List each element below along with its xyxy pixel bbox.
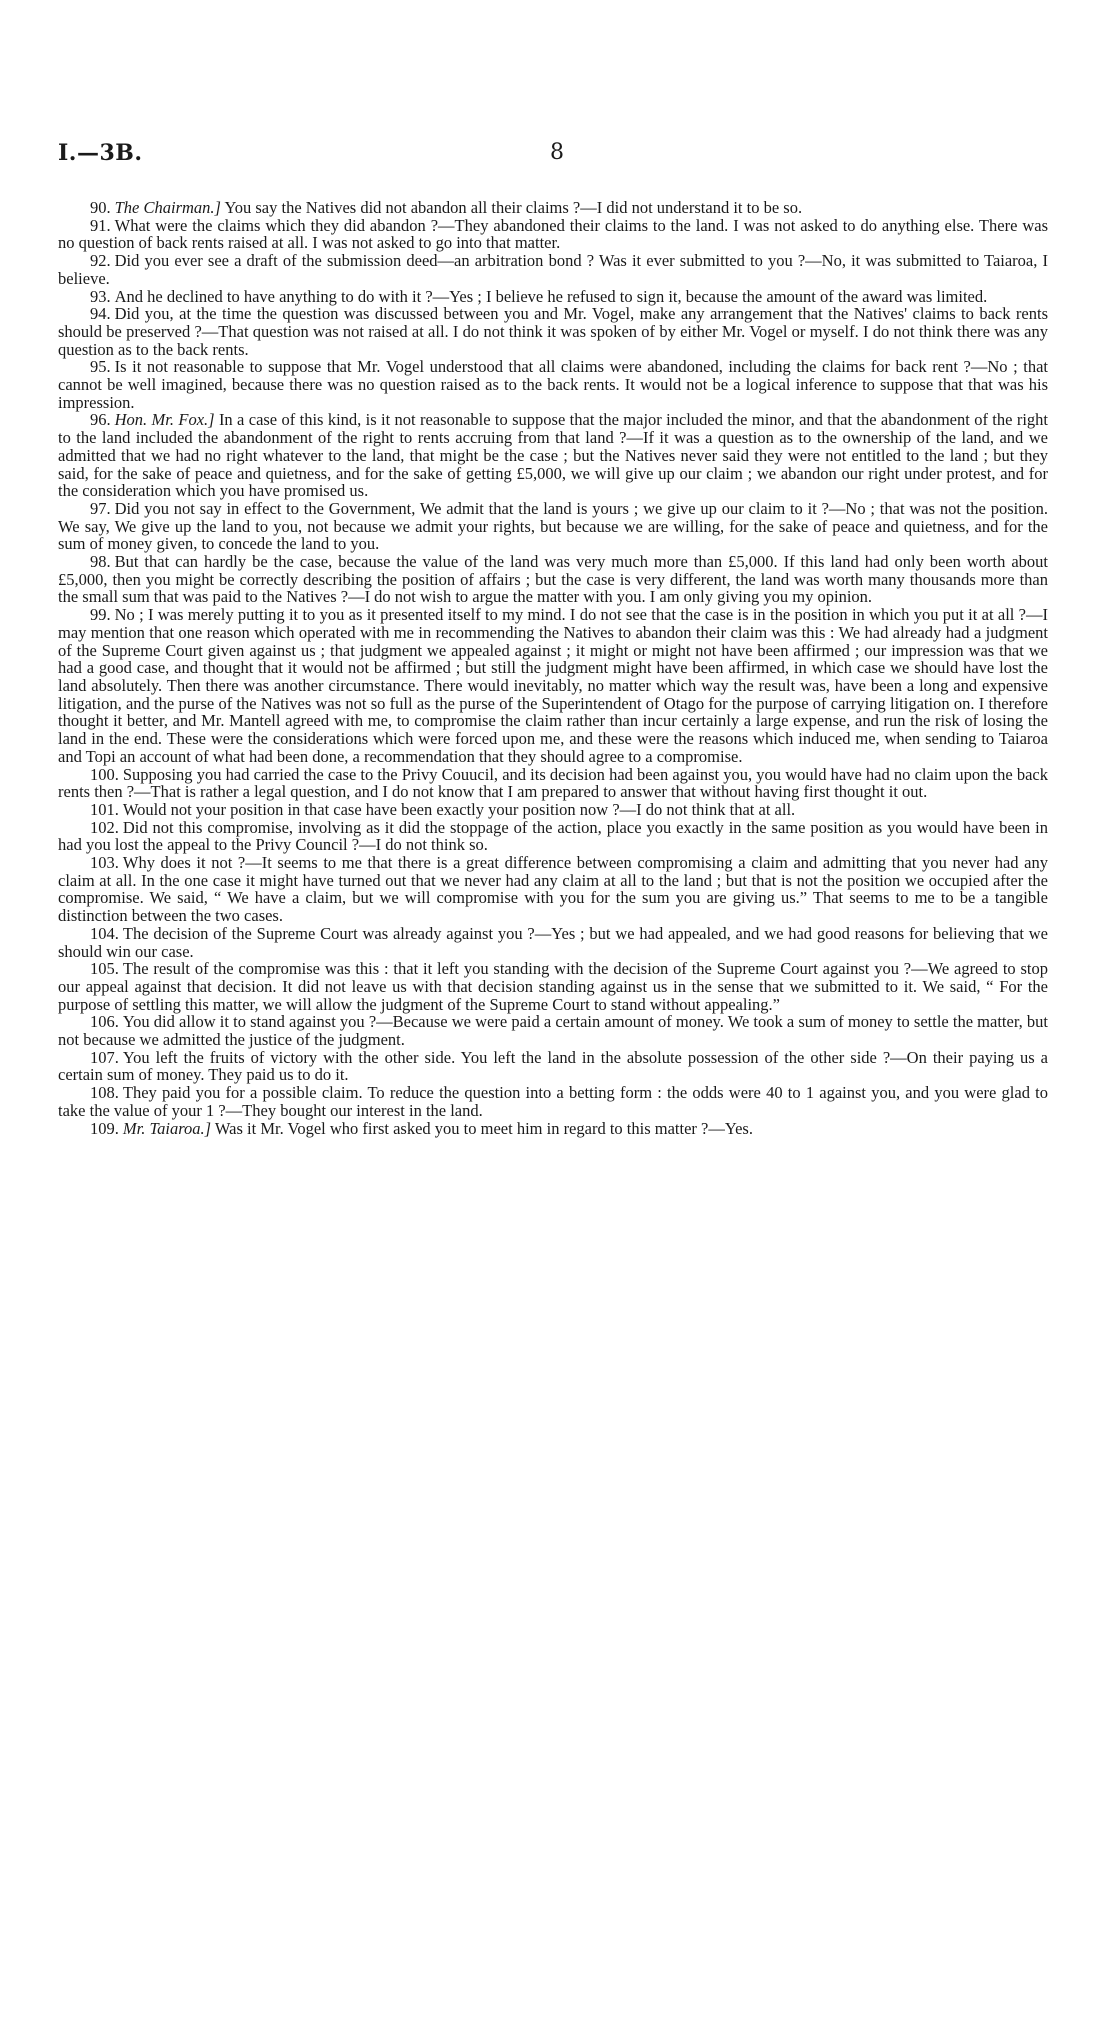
question-number: 95. [90,357,111,377]
question-answer-text: They paid you for a possible claim. To reduce the question into a betting form : the odds were 40 to 1 against you, and you were glad to take the value of your 1 ?—They bought our interest in the land. [58,1083,1048,1120]
question-number: 105. [90,959,119,979]
speaker-label: The Chairman.] [114,198,221,217]
paragraph-94 [58,305,1048,358]
question-number: 108. [90,1083,119,1103]
question-number: 104. [90,923,119,943]
question-answer-text: The decision of the Supreme Court was already against you ?—Yes ; but we had appealed, and we had good reasons for believing that we should win our case. [58,923,1048,961]
paragraph-101 [58,801,1048,819]
question-answer-text: Supposing you had carried the case to the Privy Couucil, and its decision had been against you, you would have had no claim upon the back rents then ?—That is rather a legal question, and I do not know that I am prepared to answer that without having first thought it out. [58,764,1048,802]
question-answer-text: The result of the compromise was this : that it left you standing with the decision of the Supreme Court against you ?—We agreed to stop our appeal against that decision. It did not leave us with that decision standing against us in the sense that we submitted to it. We said, “ For the purpose of settling this matter, we will allow the judgment of the Supreme Court to stand without appealing.” [58,959,1048,1014]
paragraph-97 [58,500,1048,553]
document-body [58,199,1048,1137]
paragraph-93 [58,288,1048,306]
question-number: 90. [90,198,111,217]
question-answer-text: No ; I was merely putting it to you as it presented itself to my mind. I do not see that the case is in the position in which you put it at all ?—I may mention that one reason which operated with me in recommending the Natives to abandon their claim was this : We had already had a judgment of the Supreme Court given against us ; that judgment we appealed against ; it might or might not have been affirmed ; our impression was that we had a good case, and thought that it would not be affirmed ; but still the judgment might have been affirmed, in which case we should have lost the land absolutely. Then there was another circumstance. There would inevitably, no matter which way the result was, have been a long and expensive litigation, and the purse of the Natives was not so full as the purse of the Superintendent of Otago for the purpose of carrying litigation on. I therefore thought it better, and Mr. Mantell agreed with me, to compromise the claim rather than incur certainly a large expense, and run the risk of losing the land in the end. These were the considerations which were forced upon me, and these were the reasons which induced me, when sending to Taiaroa and Topi an account of what had been done, a recommendation that they should agree to a compromise. [58,605,1048,766]
question-answer-text: Did you ever see a draft of the submission deed—an arbitration bond ? Was it ever submitted to you ?—No, it was submitted to Taiaroa, I believe. [58,251,1048,288]
paragraph-104 [58,925,1048,960]
paragraph-96 [58,411,1048,500]
question-answer-text: In a case of this kind, is it not reasonable to suppose that the major included the minor, and that the abandonment of the right to the land included the abandonment of the right to rents accruing from that land ?—If it was a question as to the ownership of the land, and we admitted that we had no right whatever to the land, that might be the case ; but the Natives never said they were not entitled to the land ; but they said, for the sake of peace and quietness, and for the sake of getting £5,000, we will give up our claim ; we abandon our right under protest, and for the consideration which you have promised us. [58,410,1048,501]
question-answer-text: Was it Mr. Vogel who first asked you to meet him in regard to this matter ?—Yes. [214,1118,753,1138]
question-answer-text: What were the claims which they did abandon ?—They abandoned their claims to the land. I was not asked to do anything else. There was no question of back rents raised at all. I was not asked to go into that matter. [58,215,1048,253]
page-number: 8 [550,140,564,165]
question-number: 103. [90,853,119,873]
speaker-label: Mr. Taiaroa.] [122,1118,212,1138]
question-answer-text: Did you not say in effect to the Government, We admit that the land is yours ; we give up our claim to it ?—No ; that was not the position. We say, We give up the land to you, not because we admit your rights, but because we are willing, for the sake of peace and quietness, and for the sum of money given, to concede the land to you. [58,498,1048,554]
question-answer-text: Did you, at the time the question was discussed between you and Mr. Vogel, make any arrangement that the Natives' claims to back rents should be preserved ?—That question was not raised at all. I do not think it was spoken of by either Mr. Vogel or myself. I do not think there was any question as to the back rents. [58,304,1048,359]
document-reference: I.—3B. [58,140,143,166]
paragraph-107 [58,1049,1048,1084]
question-answer-text: Did not this compromise, involving as it did the stoppage of the action, place you exactly in the same position as you would have been in had you lost the appeal to the Privy Council ?—I do not think so. [58,817,1048,855]
paragraph-98 [58,553,1048,606]
question-answer-text: Why does it not ?—It seems to me that there is a great difference between compromising a claim and admitting that you never had any claim at all. In the one case it might have turned out that we never had any claim at all to the land ; but that is not the position we occupied after the compromise. We said, “ We have a claim, but we will compromise with you for the sum you are giving us.” That seems to me to be a tangible distinction between the two cases. [58,853,1048,926]
paragraph-105 [58,960,1048,1013]
paragraph-90 [58,199,1048,217]
question-number: 106. [90,1012,119,1032]
question-answer-text: And he declined to have anything to do with it ?—Yes ; I believe he refused to sign it, because the amount of the award was limited. [114,286,988,306]
question-number: 109. [90,1118,119,1138]
paragraph-102 [58,819,1048,854]
question-answer-text: Is it not reasonable to suppose that Mr. Vogel understood that all claims were abandoned, including the claims for back rent ?—No ; that cannot be well imagined, because there was no question raised as to the back rents. It would not be a logical inference to suppose that that was his impression. [58,357,1048,412]
question-answer-text: Would not your position in that case have been exactly your position now ?—I do not think that at all. [122,799,796,819]
question-number: 102. [90,817,119,837]
question-number: 107. [90,1047,119,1067]
paragraph-109 [58,1120,1048,1138]
question-answer-text: You left the fruits of victory with the other side. You left the land in the absolute possession of the other side ?—On their paying us a certain sum of money. They paid us to do it. [58,1047,1048,1085]
page-header [58,140,1056,176]
question-number: 94. [90,304,111,324]
paragraph-108 [58,1084,1048,1119]
question-answer-text: You say the Natives did not abandon all their claims ?—I did not understand it to be so. [224,198,803,217]
question-number: 92. [90,251,111,271]
question-number: 98. [90,552,111,572]
question-number: 97. [90,498,111,518]
question-number: 96. [90,410,111,430]
question-answer-text: But that can hardly be the case, because the value of the land was very much more than £5,000. If this land had only been worth about £5,000, then you might be correctly describing the position of affairs ; but the case is very different, the land was worth many thousands more than the small sum that was paid to the Natives ?—I do not wish to argue the matter with you. I am only giving you my opinion. [58,552,1048,607]
paragraph-103 [58,854,1048,925]
paragraph-106 [58,1013,1048,1048]
question-number: 93. [90,286,111,306]
question-number: 101. [90,799,119,819]
question-number: 100. [90,764,119,784]
paragraph-100 [58,766,1048,801]
paragraph-95 [58,358,1048,411]
question-number: 91. [90,215,111,235]
question-number: 99. [90,605,111,625]
question-answer-text: You did allow it to stand against you ?—Because we were paid a certain amount of money. We took a sum of money to settle the matter, but not because we admitted the justice of the judgment. [58,1012,1048,1050]
paragraph-99 [58,606,1048,765]
speaker-label: Hon. Mr. Fox.] [114,410,215,430]
paragraph-92 [58,252,1048,287]
paragraph-91 [58,217,1048,252]
